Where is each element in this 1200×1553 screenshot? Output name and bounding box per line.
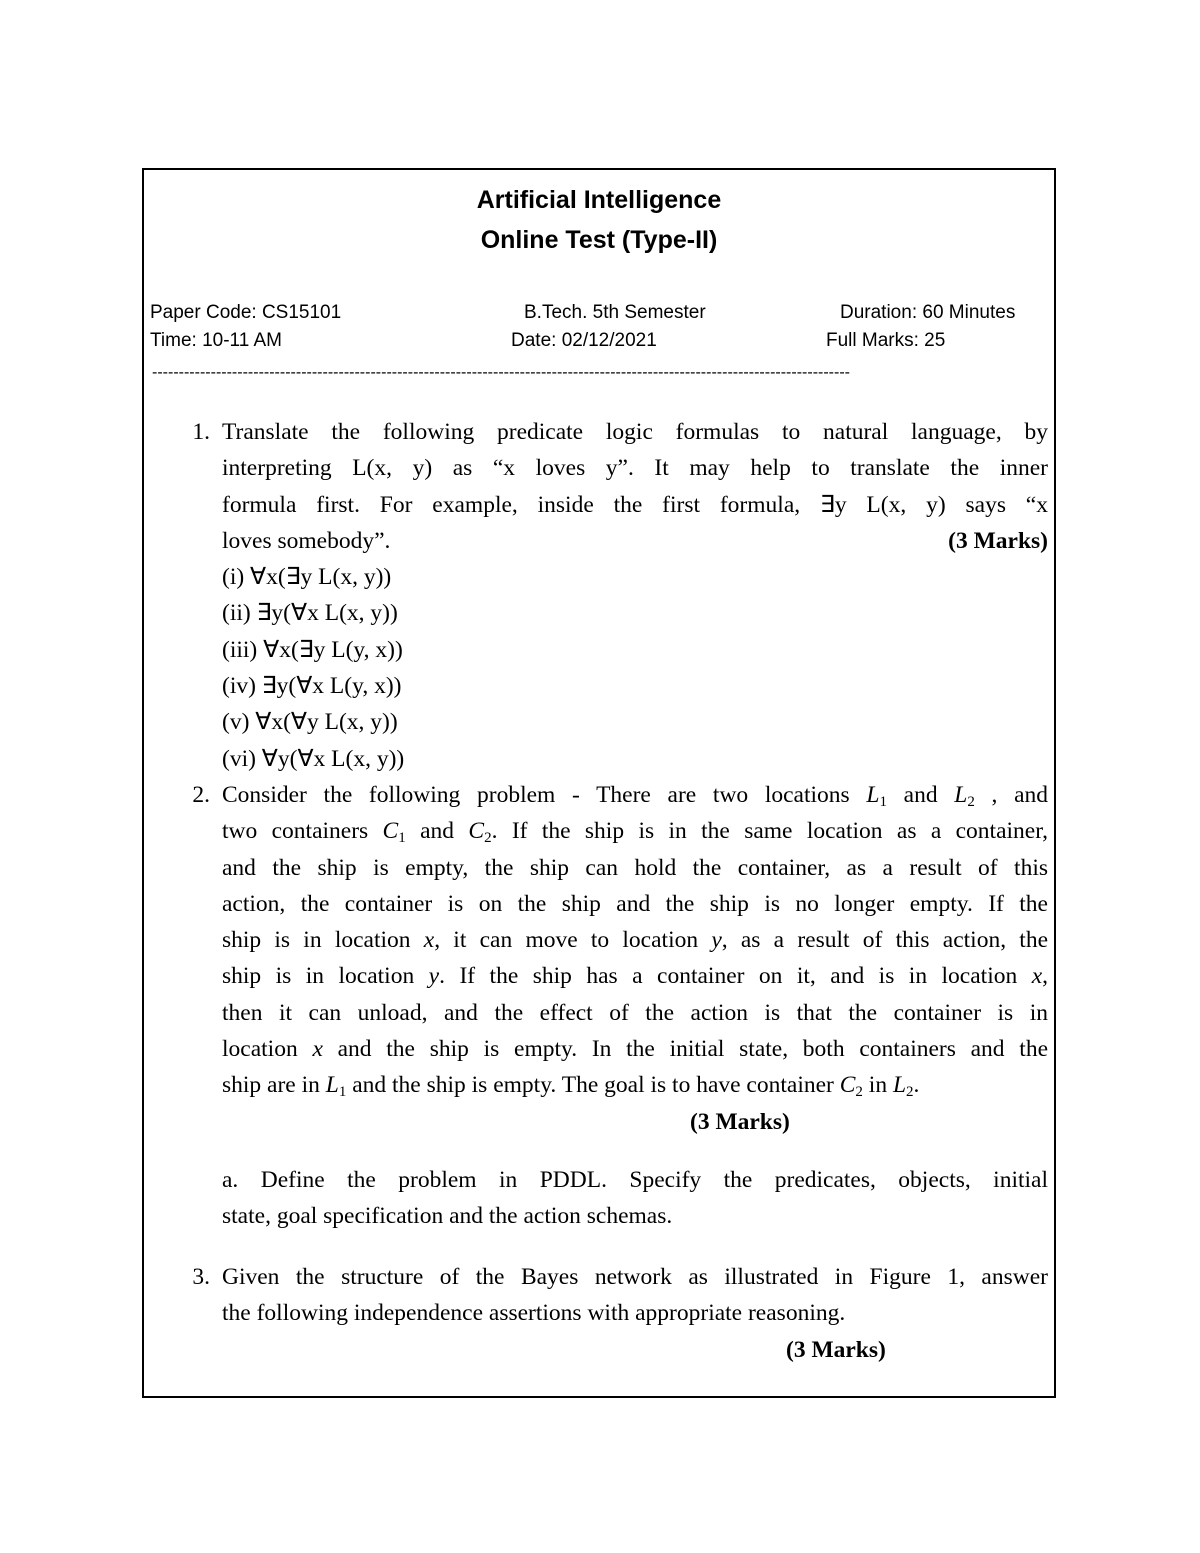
full-marks: Full Marks: 25	[826, 330, 946, 351]
duration: Duration: 60 Minutes	[840, 302, 1016, 323]
question-number: 3.	[192, 1264, 210, 1290]
question-number: 1.	[192, 419, 210, 445]
question-text-line: ship are in $L_1$ and the ship is empty. The goal is to have container $C_2$ in $L_2$.	[222, 1072, 920, 1101]
sub-question-line: a. Define the problem in PDDL. Specify the predicates, objects, initial	[222, 1166, 1048, 1193]
semester: B.Tech. 5th Semester	[524, 302, 706, 323]
question-text-line: location x and the ship is empty. In the initial state, both containers and the	[222, 1036, 1048, 1063]
question-text-line: Consider the following problem - There are two locations $L_1$ and $L_2$ , and	[222, 782, 1048, 810]
question-paper-frame	[142, 168, 1056, 1398]
formula-item: (iii) ∀x(∃y L(y, x))	[222, 636, 403, 663]
exam-date: Date: 02/12/2021	[511, 330, 657, 351]
question-text-line: two containers $C_1$ and $C_2$. If the ship is in the same location as a container,	[222, 818, 1048, 847]
exam-time: Time: 10-11 AM	[150, 330, 282, 351]
sub-question-line: state, goal specification and the action schemas.	[222, 1203, 673, 1230]
question-text-line: and the ship is empty, the ship can hold the container, as a result of this	[222, 854, 1048, 881]
question-text-line: ship is in location y. If the ship has a container on it, and is in location x,	[222, 963, 1049, 990]
formula-item: (i) ∀x(∃y L(x, y))	[222, 564, 392, 591]
formula-item: (vi) ∀y(∀x L(x, y))	[222, 745, 405, 772]
formula-item: (iv) ∃y(∀x L(y, x))	[222, 673, 402, 700]
paper-code: Paper Code: CS15101	[150, 302, 342, 323]
question-text-line: interpreting L(x, y) as “x loves y”. It may help to translate the inner	[222, 455, 1048, 482]
question-text-line: the following independence assertions with appropriate reasoning.	[222, 1300, 846, 1327]
question-text-line: ship is in location x, it can move to location y, as a result of this action, the	[222, 927, 1049, 954]
formula-item: (ii) ∃y(∀x L(x, y))	[222, 600, 398, 627]
question-text-line: formula first. For example, inside the first formula, ∃y L(x, y) says “x	[222, 491, 1048, 518]
question-text-line: action, the container is on the ship and the ship is no longer empty. If the	[222, 890, 1048, 917]
header-divider: -----------------------------------------------------------------------------------------------------------------------------------	[152, 364, 850, 381]
marks-label: (3 Marks)	[690, 1108, 790, 1135]
question-number: 2.	[192, 782, 210, 808]
marks-label: (3 Marks)	[786, 1336, 886, 1363]
marks-label: (3 Marks)	[948, 527, 1048, 554]
question-text-line: Given the structure of the Bayes network as illustrated in Figure 1, answer	[222, 1264, 1048, 1290]
question-text-line: Translate the following predicate logic formulas to natural language, by	[222, 419, 1048, 445]
formula-item: (v) ∀x(∀y L(x, y))	[222, 709, 398, 736]
paper-title: Artificial Intelligence	[476, 186, 722, 214]
paper-subtitle: Online Test (Type-II)	[480, 226, 718, 254]
question-text-line: loves somebody”.	[222, 527, 391, 554]
question-text-line: then it can unload, and the effect of the action is that the container is in	[222, 999, 1048, 1026]
